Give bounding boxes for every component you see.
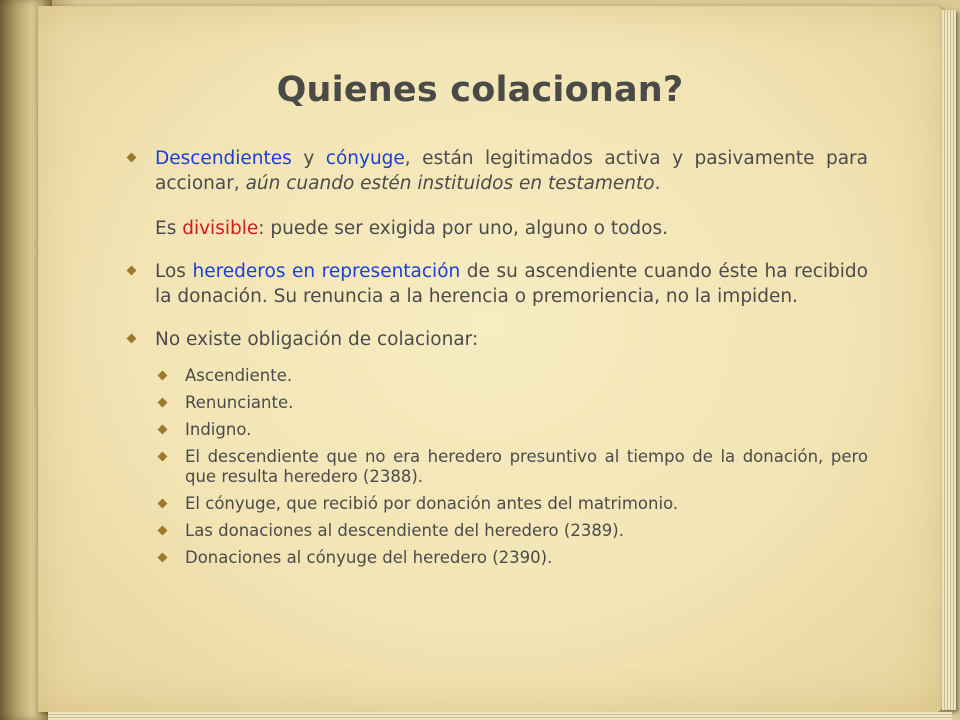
text-fragment: Los (155, 261, 193, 282)
italic-fragment: aún cuando estén instituidos en testamento (245, 173, 655, 194)
diamond-bullet-icon (127, 154, 135, 162)
sub-item-text: Donaciones al cónyuge del heredero (2390). (185, 548, 553, 567)
slide-content (127, 146, 868, 575)
slide-title: Quienes colacionan? (276, 70, 684, 110)
diamond-bullet-icon (158, 453, 166, 461)
sub-item-text: Ascendiente. (185, 366, 293, 385)
sub-item-text: Indigno. (185, 420, 252, 439)
sub-list-item (158, 447, 868, 487)
page-edge-bottom (48, 712, 952, 720)
highlight-descendientes: Descendientes (155, 148, 292, 169)
sub-list (127, 366, 868, 568)
text-fragment: : puede ser exigida por uno, alguno o todos. (258, 218, 668, 239)
sub-list-item (158, 521, 868, 541)
sub-list-item (158, 393, 868, 413)
diamond-bullet-icon (158, 426, 166, 434)
diamond-bullet-icon (158, 372, 166, 380)
diamond-bullet-icon (158, 554, 166, 562)
text-fragment: . (654, 173, 661, 194)
sub-item-text: El cónyuge, que recibió por donación antes del matrimonio. (185, 494, 679, 513)
diamond-bullet-icon (158, 500, 166, 508)
sub-item-text: Las donaciones al descendiente del heredero (2389). (185, 521, 624, 540)
page-edge-right (942, 10, 956, 710)
sub-list-item (158, 366, 868, 386)
sub-list-item (158, 494, 868, 514)
highlight-conyuge: cónyuge (325, 148, 405, 169)
text-fragment: de su ascendiente cuando éste ha recibido la donación. Su renuncia a la herencia o premoriencia, no la impiden. (155, 261, 868, 307)
diamond-bullet-icon (127, 335, 135, 343)
item-text: No existe obligación de colacionar: (155, 329, 479, 350)
sub-list-item (158, 548, 868, 568)
sub-item-text: Renunciante. (185, 393, 294, 412)
sub-list-item (158, 420, 868, 440)
text-fragment: Es (155, 218, 183, 239)
bullet-item-1 (127, 146, 868, 241)
diamond-bullet-icon (158, 527, 166, 535)
diamond-bullet-icon (158, 399, 166, 407)
highlight-divisible: divisible (182, 218, 259, 239)
divisible-paragraph (155, 216, 868, 241)
text-fragment: , están legitimados activa y pasivamente para accionar, (155, 148, 868, 194)
diamond-bullet-icon (127, 267, 135, 275)
bullet-item-3 (127, 327, 868, 352)
highlight-herederos: herederos en representación (192, 261, 461, 282)
bullet-item-2 (127, 259, 868, 309)
text-fragment: y (291, 148, 326, 169)
sub-item-text: El descendiente que no era heredero presuntivo al tiempo de la donación, pero que resulta heredero (2388). (185, 447, 868, 486)
